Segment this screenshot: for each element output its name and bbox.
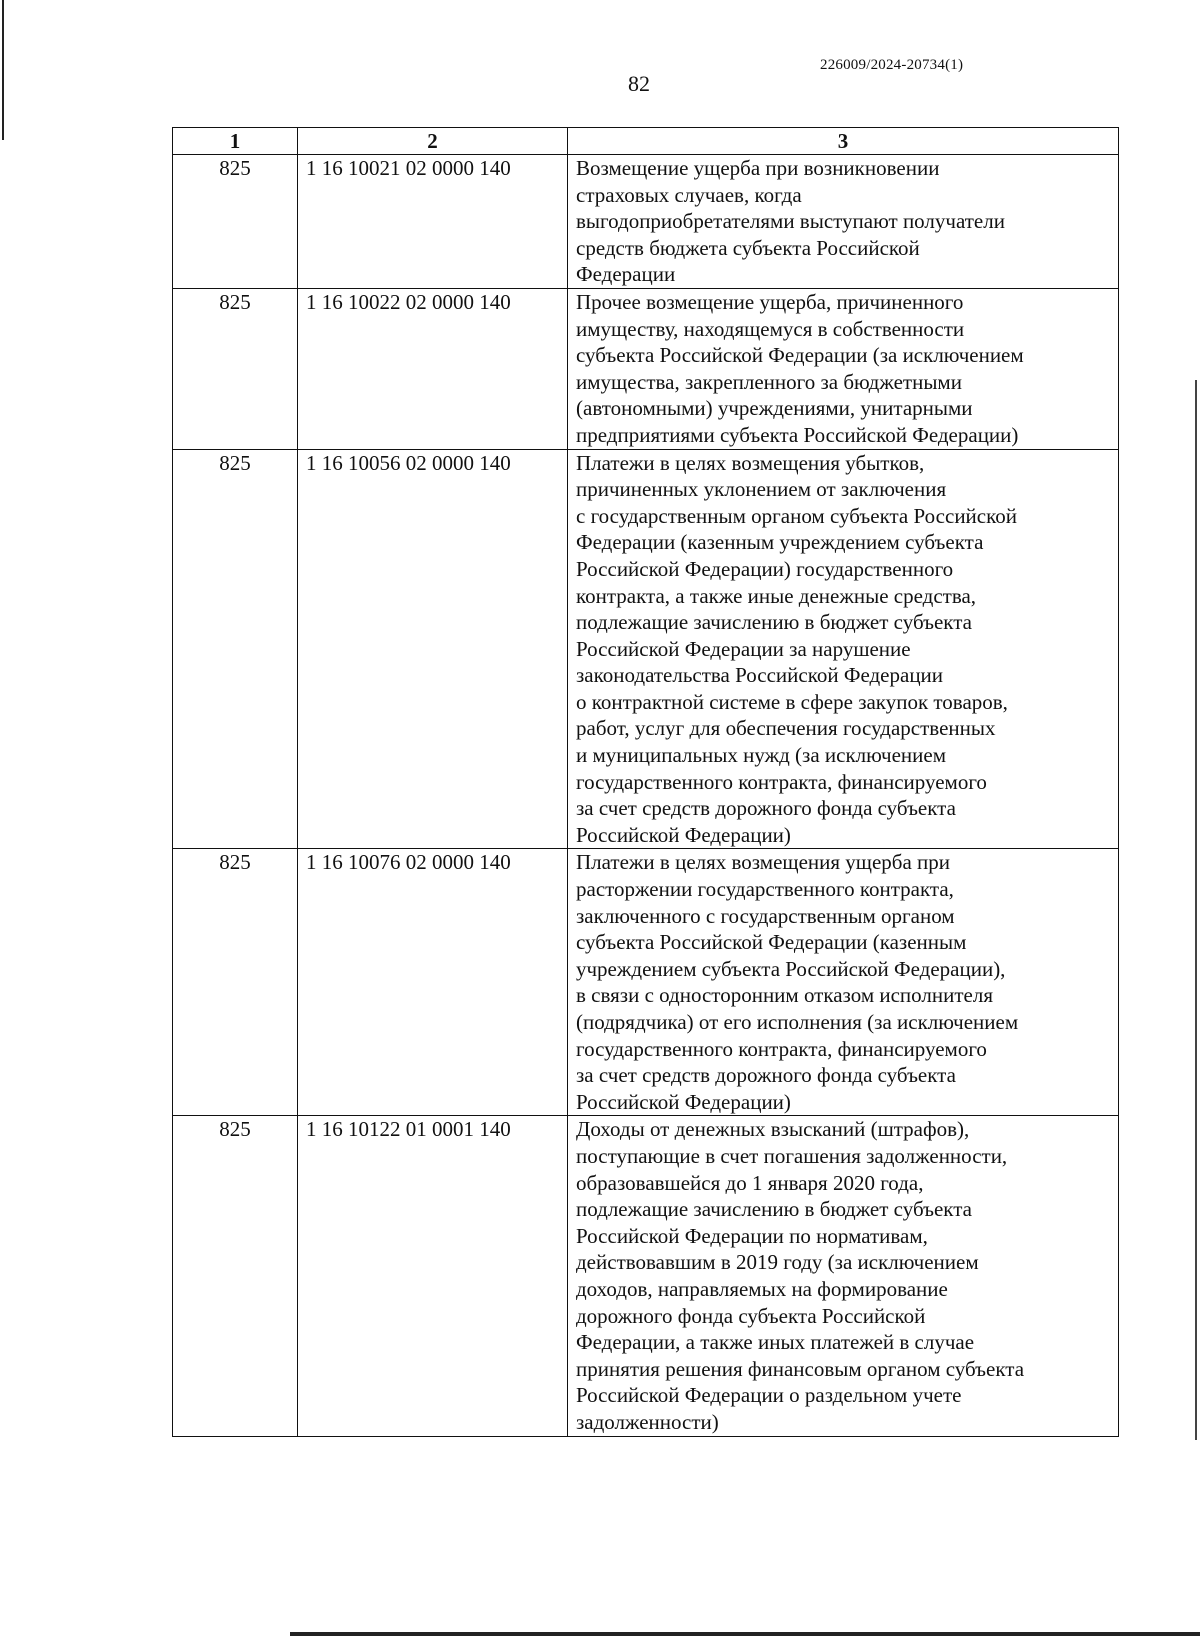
kbk-code-cell: 1 16 10021 02 0000 140 [298, 155, 568, 289]
description-line: Прочее возмещение ущерба, причиненного [576, 289, 964, 314]
description-line: работ, услуг для обеспечения государственных [576, 716, 996, 741]
description-line: Российской Федерации за нарушение [576, 636, 911, 661]
description-line: Платежи в целях возмещения ущерба при [576, 850, 951, 875]
column-header-3: 3 [568, 128, 1119, 155]
description-line: принятия решения финансовым органом субъекта [576, 1356, 1025, 1381]
description-line: Доходы от денежных взысканий (штрафов), [576, 1117, 970, 1142]
description-line: с государственным органом субъекта Российской [576, 503, 1017, 528]
description-line: Платежи в целях возмещения убытков, [576, 450, 925, 475]
description-line: средств бюджета субъекта Российской [576, 235, 920, 260]
description-line: заключенного с государственным органом [576, 903, 955, 928]
column-header-2: 2 [298, 128, 568, 155]
description-line: в связи с односторонним отказом исполнителя [576, 983, 993, 1008]
table-header-row [173, 128, 1119, 155]
description-line: причиненных уклонением от заключения [576, 477, 947, 502]
description-line: имущества, закрепленного за бюджетными [576, 369, 962, 394]
table-row [173, 155, 1119, 289]
description-line: государственного контракта, финансируемого [576, 1036, 987, 1061]
description-line: подлежащие зачислению в бюджет субъекта [576, 610, 972, 635]
revenue-codes-table [172, 127, 1119, 1437]
description-line: имуществу, находящемуся в собственности [576, 316, 965, 341]
description-line: субъекта Российской Федерации (за исключением [576, 343, 1024, 368]
page-number: 82 [628, 71, 650, 96]
table-row [173, 849, 1119, 1116]
description-line: Федерации, а также иных платежей в случае [576, 1330, 975, 1355]
description-cell [568, 449, 1119, 849]
description-line: учреждением субъекта Российской Федерации), [576, 956, 1006, 981]
description-cell [568, 1116, 1119, 1436]
description-cell [568, 155, 1119, 289]
kbk-code-cell: 1 16 10076 02 0000 140 [298, 849, 568, 1116]
registration-number: 226009/2024-20734(1) [820, 57, 964, 73]
description-line: Федерации [576, 262, 676, 287]
scan-edge-mark-right [1195, 380, 1197, 1440]
description-line: и муниципальных нужд (за исключением [576, 743, 946, 768]
description-line: предприятиями субъекта Российской Федерации) [576, 422, 1019, 447]
description-line: доходов, направляемых на формирование [576, 1276, 948, 1301]
description-line: о контрактной системе в сфере закупок товаров, [576, 689, 1008, 714]
description-cell [568, 849, 1119, 1116]
admin-code-cell: 825 [173, 288, 298, 449]
description-line: Российской Федерации о раздельном учете [576, 1383, 962, 1408]
kbk-code-cell: 1 16 10056 02 0000 140 [298, 449, 568, 849]
description-line: Российской Федерации по нормативам, [576, 1223, 928, 1248]
kbk-code-cell: 1 16 10022 02 0000 140 [298, 288, 568, 449]
column-header-1: 1 [173, 128, 298, 155]
description-line: дорожного фонда субъекта Российской [576, 1303, 926, 1328]
table-row [173, 449, 1119, 849]
scan-edge-mark-bottom [290, 1632, 1200, 1636]
description-line: подлежащие зачислению в бюджет субъекта [576, 1197, 972, 1222]
description-line: образовавшейся до 1 января 2020 года, [576, 1170, 924, 1195]
description-line: выгодоприобретателями выступают получатели [576, 209, 1005, 234]
description-line: расторжении государственного контракта, [576, 877, 954, 902]
description-line: Российской Федерации) [576, 822, 791, 847]
kbk-code-cell: 1 16 10122 01 0001 140 [298, 1116, 568, 1436]
description-line: за счет средств дорожного фонда субъекта [576, 1063, 956, 1088]
description-line: (подрядчика) от его исполнения (за исключением [576, 1010, 1019, 1034]
description-line: задолженности) [576, 1409, 719, 1434]
description-cell [568, 288, 1119, 449]
description-line: субъекта Российской Федерации (казенным [576, 930, 967, 955]
description-line: Возмещение ущерба при возникновении [576, 156, 940, 180]
description-line: законодательства Российской Федерации [576, 663, 944, 688]
admin-code-cell: 825 [173, 155, 298, 289]
table-row [173, 288, 1119, 449]
description-line: действовавшим в 2019 году (за исключением [576, 1250, 979, 1275]
description-line: страховых случаев, когда [576, 182, 802, 207]
description-line: Российской Федерации) [576, 1089, 791, 1114]
description-line: поступающие в счет погашения задолженности, [576, 1143, 1008, 1168]
description-line: Федерации (казенным учреждением субъекта [576, 530, 984, 555]
description-line: Российской Федерации) государственного [576, 556, 954, 581]
description-line: (автономными) учреждениями, унитарными [576, 396, 973, 421]
description-line: за счет средств дорожного фонда субъекта [576, 796, 956, 821]
admin-code-cell: 825 [173, 449, 298, 849]
table-row [173, 1116, 1119, 1436]
description-line: контракта, а также иные денежные средства, [576, 583, 977, 608]
admin-code-cell: 825 [173, 1116, 298, 1436]
scan-edge-mark-left [2, 0, 4, 140]
description-line: государственного контракта, финансируемого [576, 769, 987, 794]
admin-code-cell: 825 [173, 849, 298, 1116]
